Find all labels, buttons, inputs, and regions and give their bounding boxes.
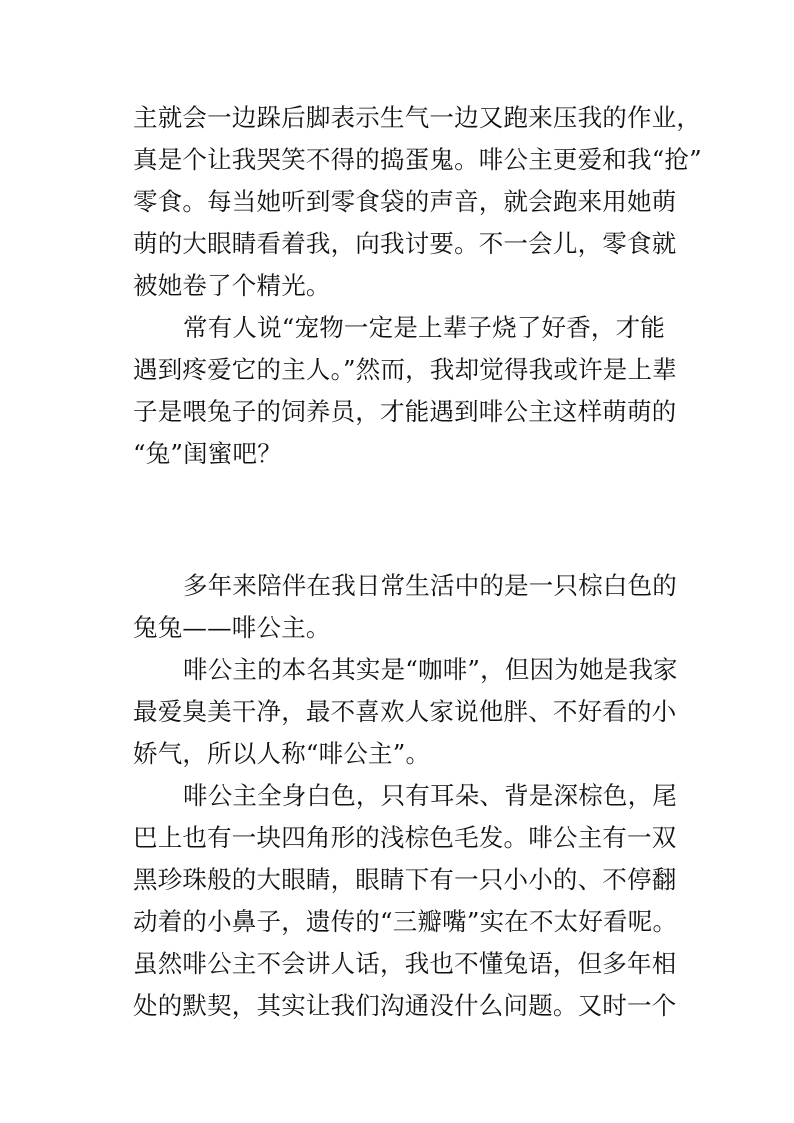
text-line: 萌的大眼睛看着我，向我讨要。不一会儿，零食就 (133, 229, 677, 258)
text-line: 主就会一边跺后脚表示生气一边又跑来压我的作业， (133, 103, 702, 132)
paragraph-first-line: 啡公主的本名其实是“咖啡”，但因为她是我家 (183, 655, 678, 684)
text-line: 动着的小鼻子，遗传的“三瓣嘴”实在不太好看呢。 (133, 907, 678, 936)
text-line: 被她卷了个精光。 (133, 271, 331, 300)
text-line: 遇到疼爱它的主人。”然而，我却觉得我或许是上辈 (133, 355, 677, 384)
text-line: 兔兔——啡公主。 (133, 613, 331, 642)
text-line: 黑珍珠般的大眼睛，眼睛下有一只小小的、不停翻 (133, 865, 677, 894)
paragraph-first-line: 多年来陪伴在我日常生活中的是一只棕白色的 (183, 571, 677, 600)
text-line: 巴上也有一块四角形的浅棕色毛发。啡公主有一双 (133, 823, 677, 852)
text-line: 零食。每当她听到零食袋的声音，就会跑来用她萌 (133, 187, 677, 216)
paragraph-first-line: 啡公主全身白色，只有耳朵、背是深棕色，尾 (183, 781, 677, 810)
paragraph-first-line: 常有人说“宠物一定是上辈子烧了好香，才能 (183, 313, 666, 342)
text-line: “兔”闺蜜吧？ (133, 439, 282, 468)
text-line: 娇气，所以人称“啡公主”。 (133, 739, 431, 768)
text-line: 真是个让我哭笑不得的捣蛋鬼。啡公主更爱和我“抢” (133, 145, 702, 174)
text-line: 子是喂兔子的饲养员，才能遇到啡公主这样萌萌的 (133, 397, 677, 426)
text-line: 虽然啡公主不会讲人话，我也不懂兔语，但多年相 (133, 949, 677, 978)
text-line: 处的默契，其实让我们沟通没什么问题。又时一个 (133, 991, 677, 1020)
text-line: 最爱臭美干净，最不喜欢人家说他胖、不好看的小 (133, 697, 677, 726)
